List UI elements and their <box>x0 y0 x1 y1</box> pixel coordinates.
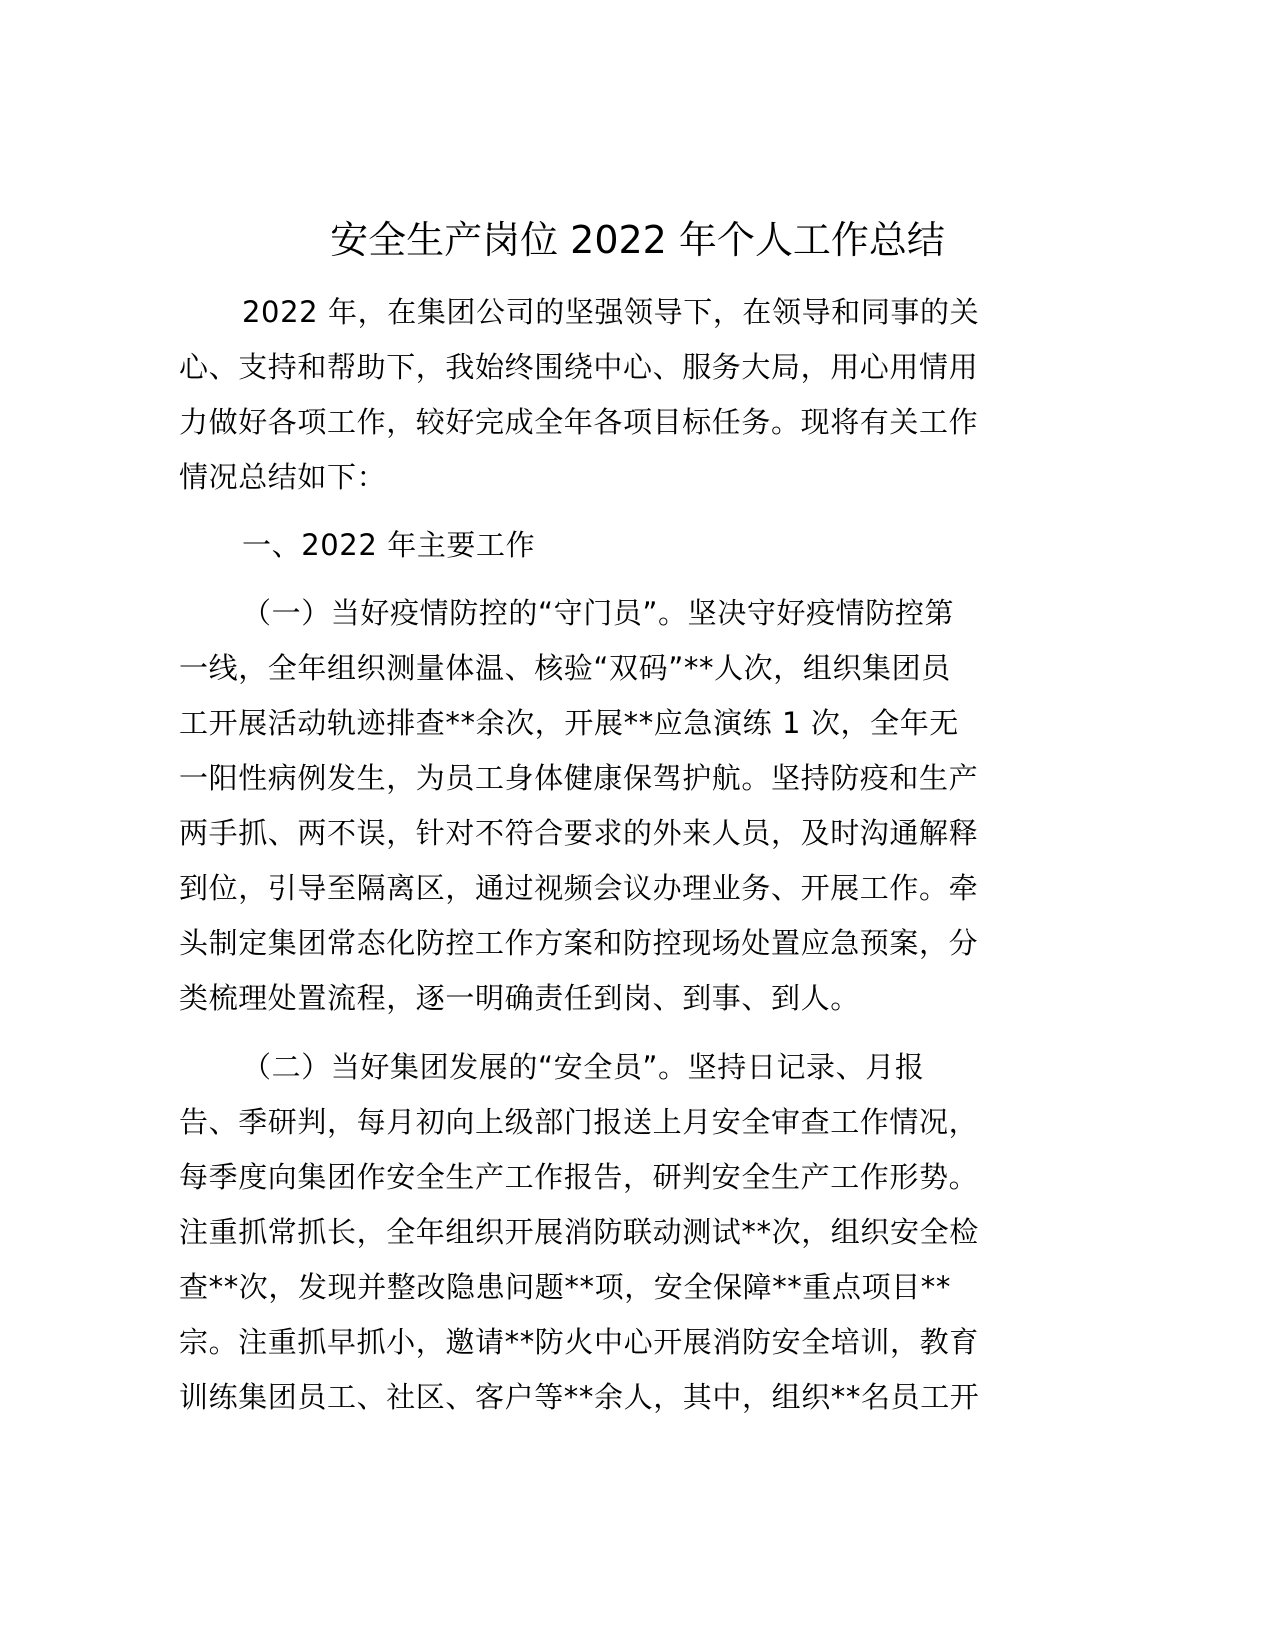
paragraph-item-1-line: 一线，全年组织测量体温、核验“双码”**人次，组织集团员 <box>179 651 951 685</box>
paragraph-item-2-line: 每季度向集团作安全生产工作报告，研判安全生产工作形势。 <box>179 1160 979 1194</box>
paragraph-intro-line: 力做好各项工作，较好完成全年各项目标任务。现将有关工作 <box>179 405 979 439</box>
paragraph-item-1-line: 一阳性病例发生，为员工身体健康保驾护航。坚持防疫和生产 <box>179 761 979 795</box>
paragraph-item-2-line: 训练集团员工、社区、客户等**余人，其中，组织**名员工开 <box>179 1380 980 1414</box>
section-heading: 一、2022 年主要工作 <box>242 528 536 562</box>
paragraph-intro-line: 2022 年，在集团公司的坚强领导下，在领导和同事的关 <box>242 295 980 329</box>
paragraph-item-2-line: 宗。注重抓早抓小，邀请**防火中心开展消防安全培训，教育 <box>179 1325 979 1359</box>
paragraph-item-2-line: 注重抓常抓长，全年组织开展消防联动测试**次，组织安全检 <box>179 1215 979 1249</box>
paragraph-item-1-line: 工开展活动轨迹排查**余次，开展**应急演练 1 次，全年无 <box>179 706 959 740</box>
paragraph-item-1-line: （一）当好疫情防控的“守门员”。坚决守好疫情防控第 <box>242 596 955 630</box>
paragraph-item-1-line: 类梳理处置流程，逐一明确责任到岗、到事、到人。 <box>179 981 860 1015</box>
paragraph-intro-line: 情况总结如下： <box>179 460 387 494</box>
paragraph-item-2-line: 告、季研判，每月初向上级部门报送上月安全审查工作情况， <box>179 1105 979 1139</box>
paragraph-item-2-line: 查**次，发现并整改隐患问题**项，安全保障**重点项目** <box>179 1270 952 1304</box>
paragraph-item-1-line: 到位，引导至隔离区，通过视频会议办理业务、开展工作。牵 <box>179 871 979 905</box>
paragraph-intro-line: 心、支持和帮助下，我始终围绕中心、服务大局，用心用情用 <box>179 350 979 384</box>
document-title: 安全生产岗位 2022 年个人工作总结 <box>330 218 945 262</box>
paragraph-item-2-line: （二）当好集团发展的“安全员”。坚持日记录、月报 <box>242 1050 925 1084</box>
paragraph-item-1-line: 头制定集团常态化防控工作方案和防控现场处置应急预案，分 <box>179 926 979 960</box>
paragraph-item-1-line: 两手抓、两不误，针对不符合要求的外来人员，及时沟通解释 <box>179 816 979 850</box>
